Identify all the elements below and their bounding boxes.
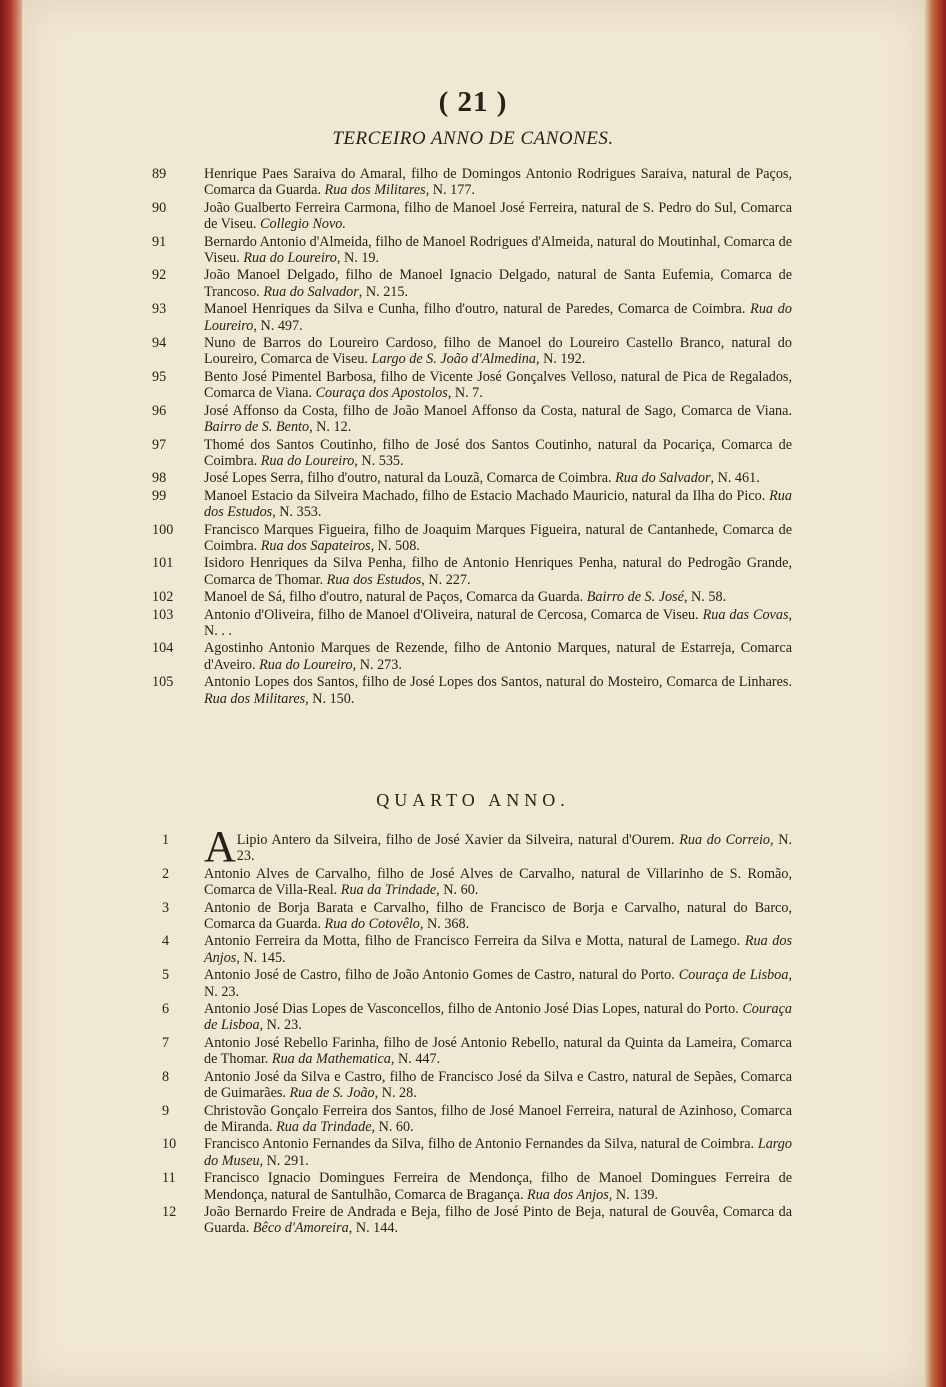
book-page [22,0,924,1387]
drop-cap: A [204,822,236,871]
entry-number: 98 [152,470,167,487]
entry-address: Rua do Loureiro [204,301,792,334]
list-item [152,1204,792,1237]
book-edge-right [924,0,946,1387]
entry-address: Rua dos Estudos [326,571,422,588]
entry-address: Rua dos Estudos [204,487,792,521]
entry-address: Rua do Loureiro [260,452,355,469]
entry-house-number: , N. 353. [272,504,322,521]
list-item [152,1136,792,1169]
entry-house-number: , N. 23. [204,967,792,1000]
list-item [152,900,792,933]
entry-house-number: , N. 23. [236,832,793,865]
entry-number: 12 [162,1203,177,1220]
entry-address: Rua do Correio [679,832,771,848]
list-item [152,933,792,966]
entry-house-number: , N. 145. [236,949,286,966]
entry-text: José Affonso da Costa, filho de João Manoel Affonso da Costa, natural de Sago, Comarca de Viana. [204,402,792,419]
entry-house-number: , N. 227. [421,571,471,588]
list-item [152,335,792,368]
entry-house-number: , N. 447. [390,1051,441,1068]
entry-address: Rua do Loureiro [259,656,353,673]
entry-number: 89 [152,166,167,182]
list-item [152,267,792,300]
entry-text: Manoel Estacio da Silveira Machado, filho de Estacio Machado Mauricio, natural da Ilha do Pico. [204,487,766,504]
entry-text: Isidoro Henriques da Silva Penha, filho de Antonio Henriques Penha, natural do Pedrogão Grande, Comarca de Thomar. [204,555,792,588]
entry-house-number: , N. 508. [370,537,420,554]
entry-address: Rua do Salvador [615,470,711,487]
entry-house-number: , N. 139. [608,1186,659,1203]
entry-text: Francisco Marques Figueira, filho de Joaquim Marques Figueira, natural de Cantanhede, Comarca de Coimbra. [204,521,792,554]
entry-number: 105 [152,674,174,691]
entry-address: Rua da Trindade [276,1118,372,1135]
entry-house-number: , N. 215. [358,283,409,300]
entry-house-number: , N. 144. [348,1220,399,1237]
list-item [152,1170,792,1203]
entry-house-number: , N. 177. [425,182,475,199]
entry-address: Collegio Novo. [260,216,346,233]
entry-number: 91 [152,233,167,250]
entry-number: 104 [152,640,174,657]
list-item [152,301,792,334]
entry-house-number: , N. 12. [309,419,352,436]
list-item [152,1001,792,1034]
entry-number: 99 [152,487,167,504]
entry-number: 90 [152,199,167,216]
entry-house-number: , N. 273. [352,656,402,673]
entry-house-number: , N. 7. [447,385,483,402]
entry-house-number: , N. 461. [710,470,760,487]
entry-text: João Manoel Delgado, filho de Manoel Ignacio Delgado, natural de Santa Eufemia, Comarca de Trancoso. [204,267,792,300]
entry-number: 11 [162,1170,176,1187]
entry-text: João Gualberto Ferreira Carmona, filho de Manoel José Ferreira, natural de S. Pedro do Sul, Comarca de Viseu. [204,199,792,233]
list-item [152,166,792,199]
entry-address: Rua da Mathematica [271,1051,391,1068]
fourth-year-list [152,822,793,1238]
page-number: ( 21 ) [438,86,508,118]
entry-address: Bêco d'Amoreira [252,1220,349,1237]
entry-address: Largo de S. João d'Almedina [371,351,536,368]
entry-number: 1 [162,832,170,848]
entry-text: Antonio José de Castro, filho de João Antonio Gomes de Castro, natural do Porto. [204,967,675,984]
entry-number: 100 [152,521,174,538]
entry-text: José Lopes Serra, filho d'outro, natural da Louzã, Comarca de Coimbra. [204,470,612,487]
list-item [152,369,792,402]
entry-text: Agostinho Antonio Marques de Rezende, filho de Antonio Marques, natural de Estarreja, Comarca d'Aveiro. [204,640,792,673]
entry-number: 94 [152,335,167,352]
entry-house-number: , N. 60. [371,1118,414,1135]
entry-house-number: , N. 28. [374,1085,417,1102]
entry-address: Rua dos Sapateiros [260,537,371,554]
list-item [152,640,792,673]
entry-address: Rua das Covas [702,606,789,623]
entry-number: 101 [152,555,174,572]
entry-text: Francisco Ignacio Domingues Ferreira de Mendonça, filho de Manoel Domingues Ferreira de Mendonça, natural de Santulhão, Comarca de Bragança. [204,1170,792,1203]
list-item [152,470,792,486]
entry-address: Largo do Museu [204,1136,792,1169]
entry-house-number: , N. . . [204,606,793,639]
entry-number: 4 [162,933,170,950]
entry-address: Rua dos Militares [324,182,426,199]
entry-house-number: , N. 291. [259,1152,309,1169]
entry-text: Manoel Henriques da Silva e Cunha, filho d'outro, natural de Paredes, Comarca de Coimbra. [204,301,746,318]
entry-number: 97 [152,436,167,453]
list-item [152,1069,792,1102]
entry-number: 8 [162,1068,170,1085]
list-item [152,555,792,588]
entry-text: Antonio José da Silva e Castro, filho de Francisco José da Silva e Castro, natural de Sepães, Comarca de Guimarães. [204,1068,792,1102]
entry-text: Bernardo Antonio d'Almeida, filho de Manoel Rodrigues d'Almeida, natural do Moutinhal, Comarca de Viseu. [204,233,792,267]
entry-address: Rua do Cotovêlo [324,916,420,933]
entry-house-number: , N. 150. [305,690,355,707]
entry-address: Rua da Trindade [340,882,437,899]
entry-house-number: , N. 23. [259,1017,302,1034]
entry-address: Couraça dos Apostolos [315,385,448,402]
entry-address: Bairro de S. Bento [204,419,310,436]
entry-address: Rua dos Anjos [527,1186,609,1203]
entry-address: Rua dos Anjos [204,933,793,966]
entry-house-number: , N. 19. [336,250,380,267]
entry-address: Rua do Loureiro [243,250,337,267]
entry-number: 102 [152,589,174,606]
entry-number: 96 [152,402,167,419]
entry-house-number: , N. 368. [419,916,470,933]
list-item [152,200,792,233]
entry-text: Manoel de Sá, filho d'outro, natural de Paços, Comarca da Guarda. [204,589,584,606]
book-edge-left [0,0,24,1387]
entry-text: Antonio Lopes dos Santos, filho de José Lopes dos Santos, natural do Mosteiro, Comarca de Linhares. [204,674,792,691]
list-item [152,403,792,436]
entry-address: Rua de S. João [289,1085,375,1102]
entry-text: Christovão Gonçalo Ferreira dos Santos, filho de José Manoel Ferreira, natural de Azinhoso, Comarca de Miranda. [204,1102,792,1135]
list-item [152,488,792,521]
entry-number: 95 [152,368,167,385]
entry-house-number: , N. 58. [683,589,727,606]
list-item [152,866,792,899]
entry-text: Antonio d'Oliveira, filho de Manoel d'Oliveira, natural de Cercosa, Comarca de Viseu. [204,606,699,623]
entry-text: Francisco Antonio Fernandes da Silva, filho de Antonio Fernandes da Silva, natural de Coimbra. [204,1136,755,1153]
entry-text: Lipio Antero da Silveira, filho de José Xavier da Silveira, natural d'Ourem. [236,832,675,848]
entry-text: Thomé dos Santos Coutinho, filho de José dos Santos Coutinho, natural da Pocariça, Comarca de Coimbra. [204,436,792,469]
entry-house-number: , N. 60. [436,882,479,899]
entry-number: 5 [162,967,170,984]
list-item [152,607,792,640]
list-item [152,822,793,871]
section-title-fourth-year: QUARTO ANNO. [376,790,570,810]
list-item [152,967,792,1000]
list-item [152,1035,792,1068]
list-item [152,522,792,555]
entry-number: 3 [162,899,170,916]
entry-number: 92 [152,267,167,284]
entry-number: 9 [162,1102,170,1119]
entry-address: Rua dos Militares [204,690,306,707]
list-item [152,589,792,605]
entry-text: Nuno de Barros do Loureiro Cardoso, filho de Manoel do Loureiro Castello Branco, natural do Loureiro, Comarca de Viseu. [204,335,792,368]
entry-text: Antonio Ferreira da Motta, filho de Francisco Ferreira da Silva e Motta, natural de Lamego. [204,933,741,950]
entry-address: Bairro de S. José [586,589,684,606]
entry-number: 10 [162,1136,177,1153]
entry-number: 93 [152,301,167,318]
list-item [152,1103,792,1136]
list-item [152,437,792,470]
entry-number: 7 [162,1034,170,1051]
entry-text: Antonio de Borja Barata e Carvalho, filho de Francisco de Borja e Carvalho, natural do Barco, Comarca da Guarda. [204,899,792,933]
entry-text: Henrique Paes Saraiva do Amaral, filho de Domingos Antonio Rodrigues Saraiva, natural de Paços, Comarca da Guarda. [204,166,792,199]
third-year-list [152,166,792,708]
entry-address: Rua do Salvador [263,283,359,300]
entry-text: João Bernardo Freire de Andrada e Beja, filho de José Pinto de Beja, natural de Gouvêa, Comarca da Guarda. [204,1203,792,1237]
entry-house-number: , N. 497. [253,317,303,334]
entry-number: 2 [162,865,170,882]
list-item [152,234,792,267]
section-title-third-year: TERCEIRO ANNO DE CANONES. [332,128,614,149]
entry-address: Couraça de Lisboa [678,967,789,984]
entry-text: Bento José Pimentel Barbosa, filho de Vicente José Gonçalves Velloso, natural de Pica de Regalados, Comarca de Viana. [204,368,792,402]
entry-text: Antonio Alves de Carvalho, filho de José Alves de Carvalho, natural de Villarinho de S. Romão, Comarca de Villa-Real. [204,865,792,899]
entry-text: Antonio José Rebello Farinha, filho de José Antonio Rebello, natural da Quinta da Lameira, Comarca de Thomar. [204,1034,792,1068]
entry-text: Antonio José Dias Lopes de Vasconcellos, filho de Antonio José Dias Lopes, natural do Porto. [204,1001,739,1018]
entry-house-number: , N. 535. [354,452,404,469]
entry-number: 6 [162,1001,170,1018]
entry-address: Couraça de Lisboa [204,1001,792,1034]
list-item [152,674,792,707]
entry-house-number: , N. 192. [535,351,586,368]
entry-number: 103 [152,606,174,623]
